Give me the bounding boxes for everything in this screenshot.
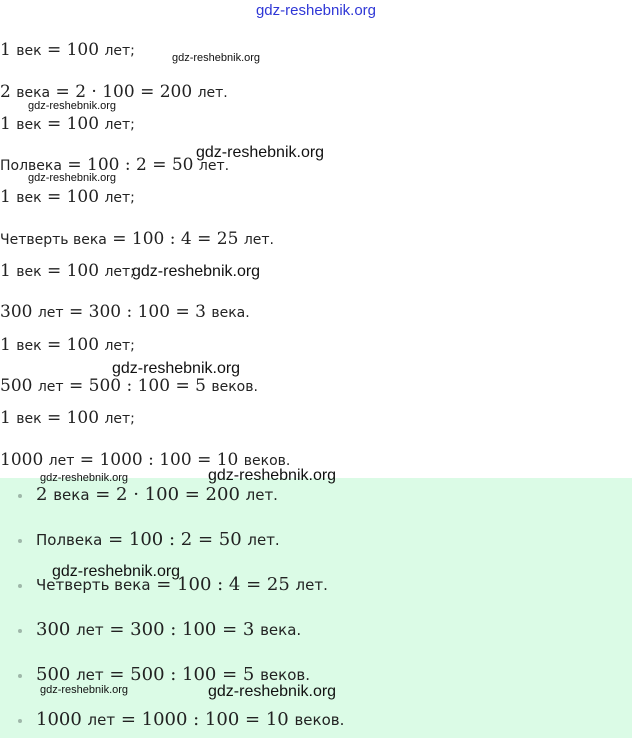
watermark: gdz-reshebnik.org xyxy=(132,263,261,280)
answer-item: Четверть века = 100 : 4 = 25 лет. xyxy=(36,574,328,595)
answer-item: 2 века = 2 · 100 = 200 лет. xyxy=(36,484,278,505)
solution-line: 500 лет = 500 : 100 = 5 веков. xyxy=(0,376,258,396)
bullet-icon xyxy=(18,494,22,498)
solution-line: 1 век = 100 лет; xyxy=(0,187,135,207)
watermark: gdz-reshebnik.org xyxy=(208,467,337,484)
solution-line: 1 век = 100 лет; xyxy=(0,114,135,134)
watermark: gdz-reshebnik.org xyxy=(40,472,129,484)
watermark: gdz-reshebnik.org xyxy=(208,683,337,700)
bullet-icon xyxy=(18,719,22,723)
bullet-icon xyxy=(18,539,22,543)
solution-line: 1 век = 100 лет; xyxy=(0,408,135,428)
watermark: gdz-reshebnik.org xyxy=(112,360,241,377)
watermark-header: gdz-reshebnik.org xyxy=(255,2,377,19)
solution-line: 300 лет = 300 : 100 = 3 века. xyxy=(0,302,250,322)
solution-line: 1000 лет = 1000 : 100 = 10 веков. xyxy=(0,450,291,470)
watermark: gdz-reshebnik.org xyxy=(196,144,325,161)
bullet-icon xyxy=(18,584,22,588)
watermark: gdz-reshebnik.org xyxy=(28,172,117,184)
solution-line: Полвека = 100 : 2 = 50 лет. xyxy=(0,155,230,175)
solution-line: 1 век = 100 лет; xyxy=(0,40,135,60)
answer-item: 300 лет = 300 : 100 = 3 века. xyxy=(36,619,302,640)
solution-line: 1 век = 100 лет; xyxy=(0,335,135,355)
answer-item: 500 лет = 500 : 100 = 5 веков. xyxy=(36,664,311,685)
bullet-icon xyxy=(18,674,22,678)
solution-line: Четверть века = 100 : 4 = 25 лет. xyxy=(0,229,274,249)
answer-item: Полвека = 100 : 2 = 50 лет. xyxy=(36,529,280,550)
solution-line: 1 век = 100 лет; xyxy=(0,261,135,281)
watermark: gdz-reshebnik.org xyxy=(40,684,129,696)
watermark: gdz-reshebnik.org xyxy=(52,563,181,580)
solution-line: 2 века = 2 · 100 = 200 лет. xyxy=(0,82,228,102)
watermark: gdz-reshebnik.org xyxy=(28,100,117,112)
watermark: gdz-reshebnik.org xyxy=(172,52,261,64)
answer-item: 1000 лет = 1000 : 100 = 10 веков. xyxy=(36,709,345,730)
bullet-icon xyxy=(18,629,22,633)
